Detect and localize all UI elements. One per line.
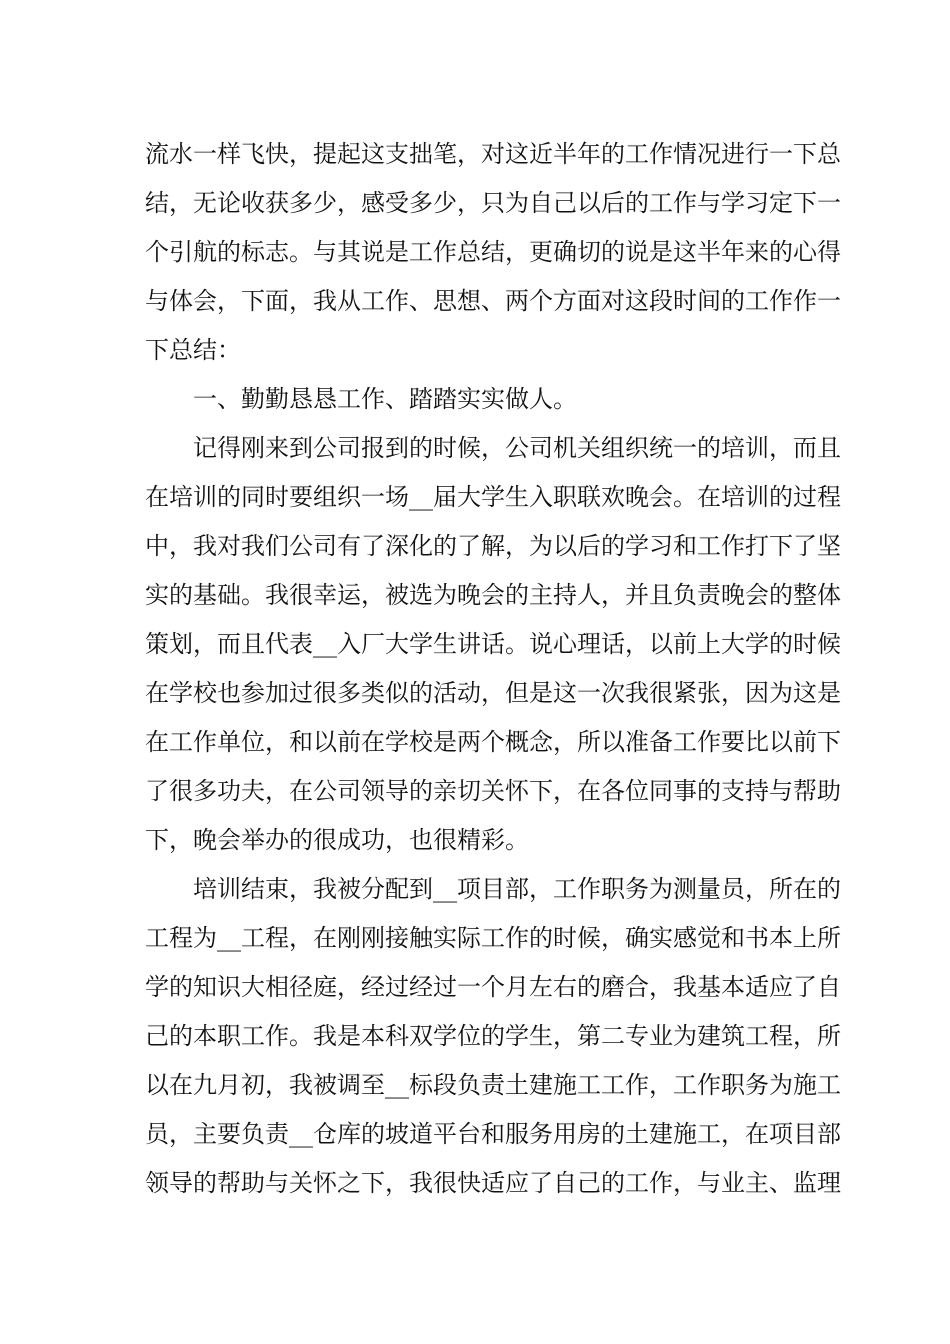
text-line: 己的本职工作。我是本科双学位的学生，第二专业为建筑工程，所 [145,1022,841,1050]
text-line: 策划，而且代表__入厂大学生讲话。说心理话，以前上大学的时候 [145,630,841,658]
text-line: 了很多功夫，在公司领导的亲切关怀下，在各位同事的支持与帮助 [145,777,841,805]
text-line: 学的知识大相径庭，经过经过一个月左右的磨合，我基本适应了自 [145,973,841,1001]
text-line: 在工作单位，和以前在学校是两个概念，所以准备工作要比以前下 [145,728,841,756]
text-line: 下，晚会举办的很成功，也很精彩。 [145,826,529,854]
text-line: 个引航的标志。与其说是工作总结，更确切的说是这半年来的心得 [145,238,841,266]
paragraph-training [145,424,841,865]
text-line: 中，我对我们公司有了深化的了解，为以后的学习和工作打下了坚 [145,532,841,560]
paragraph-assignment [145,865,841,1208]
text-line: 以在九月初，我被调至__标段负责土建施工工作，工作职务为施工 [145,1071,841,1099]
text-line: 下总结： [145,336,241,364]
text-line: 与体会，下面，我从工作、思想、两个方面对这段时间的工作作一 [145,287,841,315]
section-heading [145,375,810,424]
paragraph-intro [145,130,841,375]
text-line: 实的基础。我很幸运，被选为晚会的主持人，并且负责晚会的整体 [145,581,841,609]
text-line: 工程为__工程，在刚刚接触实际工作的时候，确实感觉和书本上所 [145,924,841,952]
text-line: 培训结束，我被分配到__项目部，工作职务为测量员，所在的 [193,875,841,903]
text-line: 结，无论收获多少，感受多少，只为自己以后的工作与学习定下一 [145,189,841,217]
text-line: 流水一样飞快，提起这支拙笔，对这近半年的工作情况进行一下总 [145,140,841,168]
text-line: 记得刚来到公司报到的时候，公司机关组织统一的培训，而且 [193,434,841,462]
text-line: 在培训的同时要组织一场__届大学生入职联欢晚会。在培训的过程 [145,483,841,511]
heading-line: 一、勤勤恳恳工作、踏踏实实做人。 [193,385,577,413]
text-line: 员，主要负责__仓库的坡道平台和服务用房的土建施工，在项目部 [145,1120,841,1148]
text-line: 领导的帮助与关怀之下，我很快适应了自己的工作，与业主、监理 [145,1169,841,1197]
text-line: 在学校也参加过很多类似的活动，但是这一次我很紧张，因为这是 [145,679,841,707]
document-body [145,130,841,1208]
